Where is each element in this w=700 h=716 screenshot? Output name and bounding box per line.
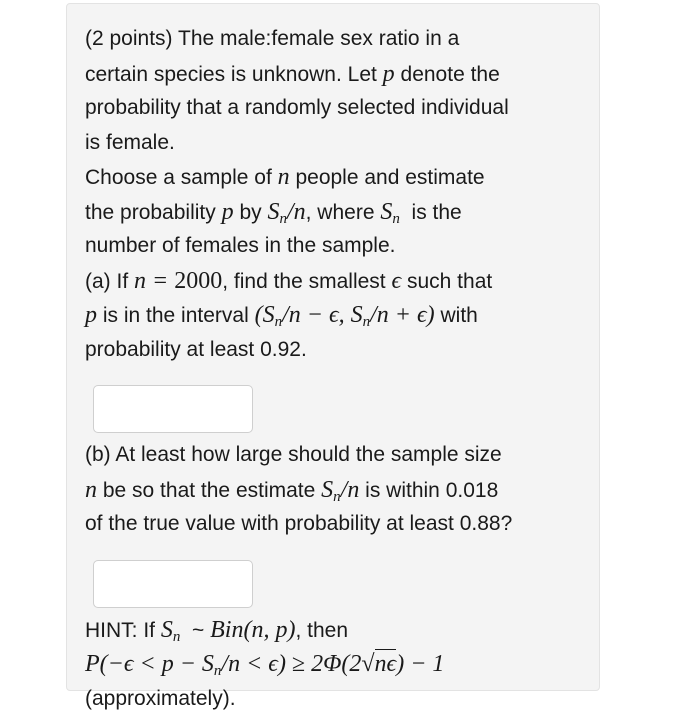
subscript-n: n <box>333 489 341 505</box>
text: Choose a sample of <box>85 166 272 189</box>
part-a-line-3: probability at least 0.92. <box>85 333 585 368</box>
sqrt-icon: √ <box>361 651 374 677</box>
interval-end: /n + ϵ) <box>370 302 435 328</box>
var-p: p <box>222 199 234 225</box>
answer-b-input[interactable] <box>93 560 253 608</box>
sample-line-2 <box>85 195 585 230</box>
intro-line-2 <box>85 57 585 92</box>
intro-text: denote the <box>401 63 500 86</box>
subscript-n: n <box>279 211 287 227</box>
part-a-line-2 <box>85 298 585 333</box>
inequality-mid: /n < ϵ) ≥ 2Φ(2 <box>221 651 361 677</box>
part-b-line-3: of the true value with probability at least 0.88? <box>85 507 585 542</box>
var-S: S <box>380 199 392 225</box>
intro-line-4: is female. <box>85 126 585 161</box>
subscript-n: n <box>275 314 283 330</box>
interval-start: (S <box>255 302 275 328</box>
hint-line-3: (approximately). <box>85 682 585 716</box>
text: by <box>239 201 261 224</box>
subscript-n: n <box>173 629 181 645</box>
var-n: n <box>278 164 290 190</box>
text: , then <box>295 619 348 642</box>
text: is in the interval <box>103 304 249 327</box>
interval-mid: /n − ϵ, S <box>282 302 363 328</box>
text: people and estimate <box>295 166 484 189</box>
subscript-n: n <box>392 211 400 227</box>
radicand: nϵ <box>375 649 397 677</box>
text: , where <box>306 201 375 224</box>
subscript-n: n <box>363 314 371 330</box>
intro-line-1: (2 points) The male:female sex ratio in a <box>85 22 585 57</box>
var-p: p <box>85 302 97 328</box>
var-p: p <box>383 61 395 87</box>
part-b-line-1: (b) At least how large should the sample size <box>85 438 585 473</box>
subscript-n: n <box>214 663 222 679</box>
var-S: S <box>321 477 333 503</box>
sample-line-3: number of females in the sample. <box>85 229 585 264</box>
text: (a) If <box>85 270 128 293</box>
text: is within 0.018 <box>365 479 498 502</box>
slash-n: /n <box>341 477 360 503</box>
math-Sn <box>161 617 181 643</box>
question-card <box>66 3 600 691</box>
var-n: n <box>85 477 97 503</box>
math-binomial: Bin(n, p) <box>210 617 295 643</box>
math-Sn-over-n <box>321 477 359 503</box>
math-n-equals: n = <box>134 268 174 294</box>
sample-line-1 <box>85 160 585 195</box>
text: , find the smallest <box>222 270 385 293</box>
question-content <box>85 22 585 716</box>
inequality-end: ) − 1 <box>396 651 444 677</box>
math-value: 2000 <box>174 268 222 294</box>
text: be so that the estimate <box>103 479 315 502</box>
text: the probability <box>85 201 216 224</box>
hint-line-2 <box>85 647 585 682</box>
text: is the <box>412 201 462 224</box>
var-S: S <box>161 617 173 643</box>
text: such that <box>407 270 492 293</box>
math-Sn-over-n <box>267 199 305 225</box>
inequality-left: P(−ϵ < p − S <box>85 651 214 677</box>
var-S: S <box>267 199 279 225</box>
answer-a-input[interactable] <box>93 385 253 433</box>
text: with <box>441 304 478 327</box>
tilde: ~ <box>192 619 204 642</box>
intro-line-3: probability that a randomly selected individual <box>85 91 585 126</box>
math-inequality <box>85 651 444 677</box>
math-Sn <box>380 199 400 225</box>
intro-text: certain species is unknown. Let <box>85 63 377 86</box>
text: HINT: If <box>85 619 155 642</box>
math-interval <box>255 302 435 328</box>
hint-line-1 <box>85 613 585 648</box>
part-a-line-1 <box>85 264 585 299</box>
slash-n: /n <box>287 199 306 225</box>
part-b-line-2 <box>85 473 585 508</box>
var-epsilon: ϵ <box>391 268 401 294</box>
